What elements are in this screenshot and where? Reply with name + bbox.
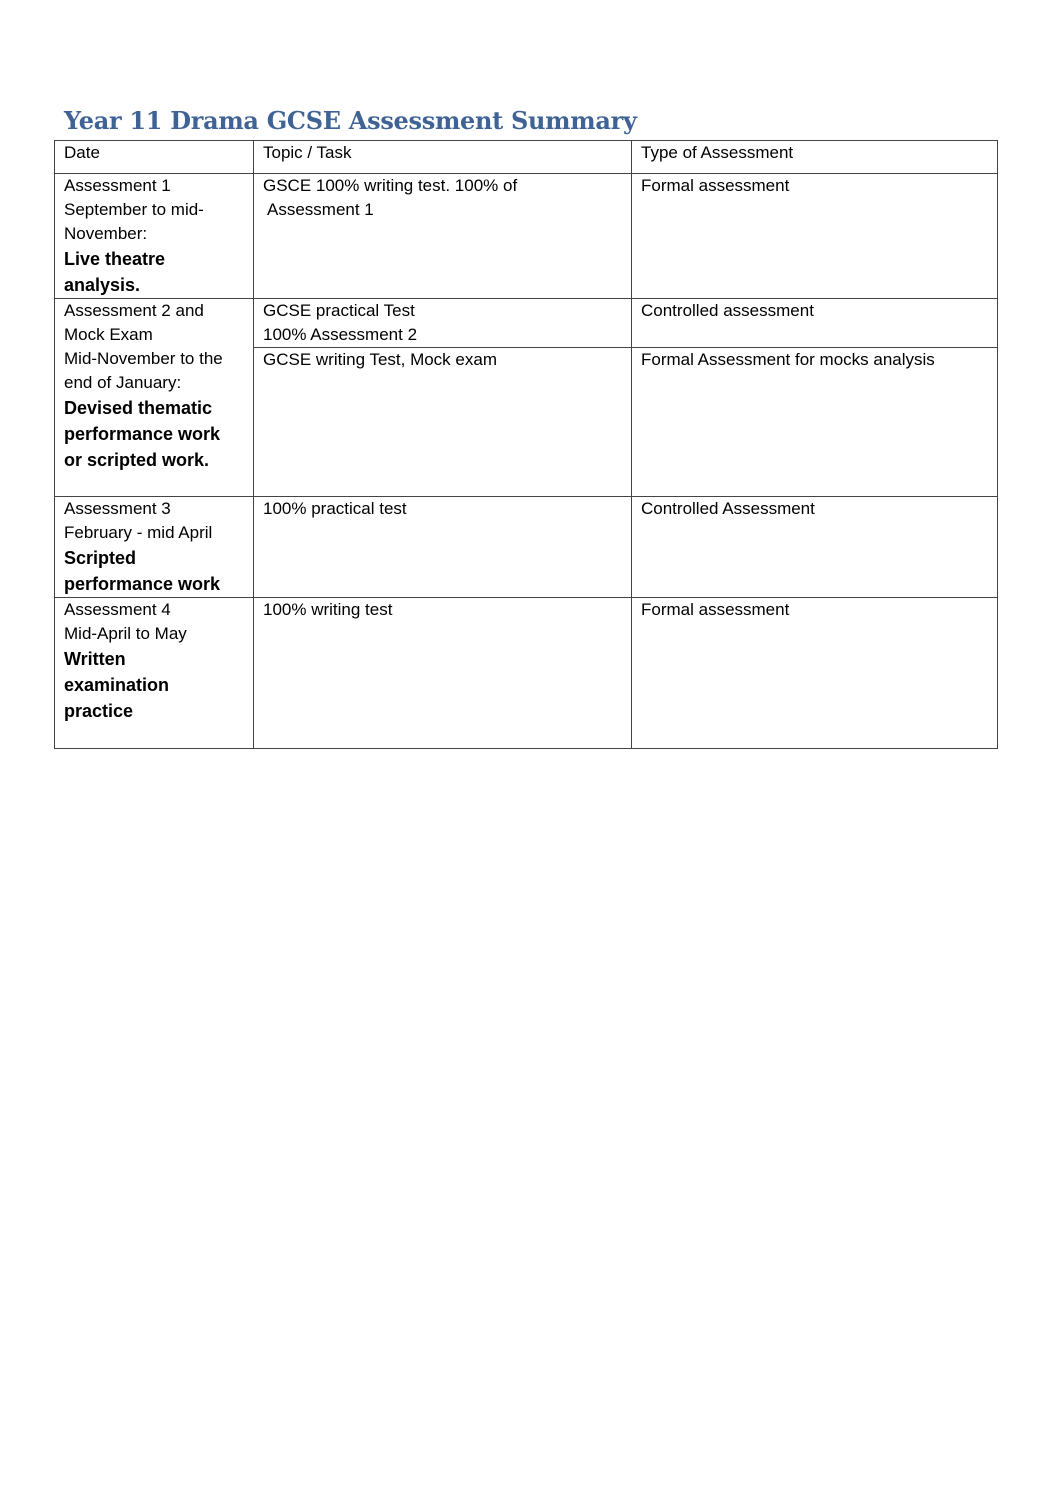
unit-title-line: Written [64,649,126,669]
topic-cell [254,497,632,598]
date-line: February - mid April [64,523,213,542]
topic-line: GSCE 100% writing test. 100% of [263,176,518,195]
unit-title-line: or scripted work. [64,450,210,470]
date-line: end of January: [64,373,182,392]
topic-cell [254,598,632,749]
header-date: Date [55,141,254,174]
topic-line: GCSE writing Test, Mock exam [263,350,497,369]
topic-line: 100% Assessment 2 [263,325,418,344]
type-cell: Controlled Assessment [632,497,998,598]
assessment-summary-table [54,140,998,749]
date-cell [55,497,254,598]
table-row [55,598,998,749]
unit-title-line: Devised thematic [64,398,213,418]
date-cell [55,598,254,749]
topic-line: 100% writing test [263,600,393,619]
date-line: November: [64,224,148,243]
table-row [55,174,998,299]
date-line: Assessment 1 [64,176,171,195]
topic-line: 100% practical test [263,499,407,518]
topic-cell [254,174,632,299]
date-line: Mid-April to May [64,624,187,643]
topic-line: Assessment 1 [267,200,374,219]
header-topic-task: Topic / Task [254,141,632,174]
header-type-of-assessment: Type of Assessment [632,141,998,174]
type-cell: Formal assessment [632,598,998,749]
date-line: Mid-November to the [64,349,223,368]
date-line: September to mid- [64,200,204,219]
document-title: Year 11 Drama GCSE Assessment Summary [64,106,637,135]
date-cell [55,299,254,497]
table-row [55,497,998,598]
type-cell: Formal Assessment for mocks analysis [632,348,998,497]
unit-title-line: practice [64,701,134,721]
unit-title-line: Live theatre [64,249,166,269]
table-row [55,299,998,348]
date-line: Assessment 2 and [64,301,204,320]
date-line: Assessment 4 [64,600,171,619]
unit-title-line: performance work [64,424,221,444]
unit-title-line: examination [64,675,170,695]
topic-cell [254,348,632,497]
date-line: Mock Exam [64,325,153,344]
type-cell: Formal assessment [632,174,998,299]
unit-title-line: performance work [64,574,221,594]
topic-line: GCSE practical Test [263,301,415,320]
date-cell [55,174,254,299]
date-line: Assessment 3 [64,499,171,518]
topic-cell [254,299,632,348]
unit-title-line: analysis. [64,275,141,295]
type-cell: Controlled assessment [632,299,998,348]
unit-title-line: Scripted [64,548,137,568]
table-header-row [55,141,998,174]
